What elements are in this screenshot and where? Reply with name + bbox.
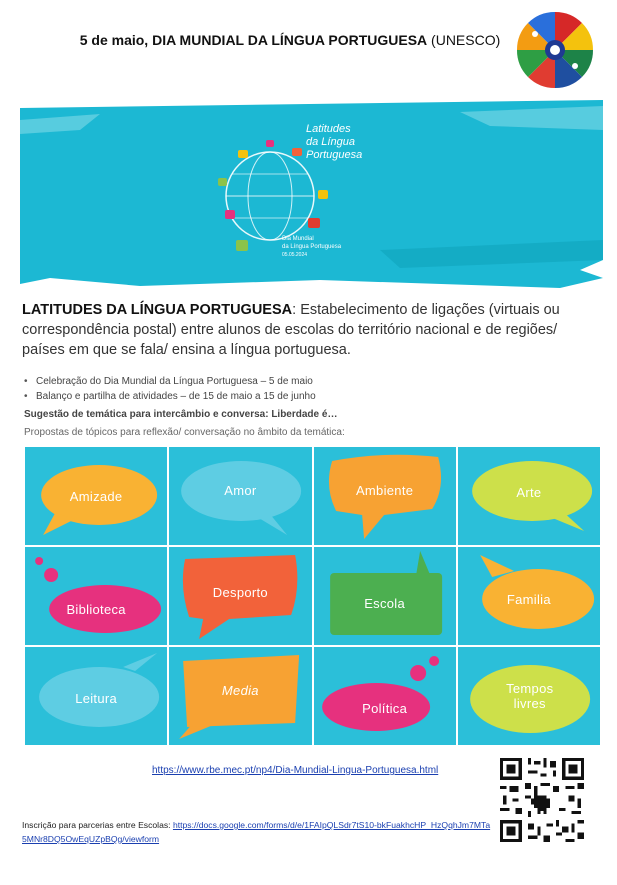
topic-amor [169,447,311,545]
list-item: • Celebração do Dia Mundial da Língua Portuguesa – 5 de maio [24,374,584,389]
intro-bold: LATITUDES DA LÍNGUA PORTUGUESA [22,302,293,318]
banner-title-2: da Língua [306,136,355,148]
topic-arte [458,447,600,545]
banner-sub-2: da Língua Portuguesa [282,244,342,250]
bullet-list [24,374,584,404]
page-title [60,32,520,48]
topic-desporto [169,547,311,645]
topic-leitura [25,647,167,745]
topic-label: Amor [224,483,257,498]
topic-tempos-livres [458,647,600,745]
intro-rest: : Estabelecimento de ligações (virtuais ou correspondência postal) entre alunos de escolas do território nacional e de regiões/ países em que se fala/ ensina a língua portuguesa. [22,302,560,358]
inscricao-link[interactable]: https://docs.google.com/forms/d/e/1FAIpQLSdr7tS10-bkFuakhcHP_HzQqhJm7MTa5MNr8DQ5OwEqUZpBQg/viewform [22,820,491,844]
topic-familia [458,547,600,645]
thought-bubble-icon [25,547,167,645]
proposals-text: Propostas de tópicos para reflexão/ conversação no âmbito da temática: [24,427,345,438]
inscricao-label: Inscrição para parcerias entre Escolas: [22,820,173,830]
page-title-bold: 5 de maio, DIA MUNDIAL DA LÍNGUA PORTUGUESA [79,32,428,48]
topic-label: Escola [364,596,406,611]
banner-date: 05.05.2024 [282,252,308,258]
page-title-rest: (UNESCO) [427,32,501,48]
topic-politica [314,647,456,745]
topic-biblioteca [25,547,167,645]
topic-label: Media [221,683,259,698]
topic-label: Arte [516,485,542,500]
topic-label: Leitura [75,691,118,706]
topic-ambiente [314,447,456,545]
flags-circle-icon [515,10,595,90]
topics-grid [25,447,600,745]
rbe-link[interactable]: https://www.rbe.mec.pt/np4/Dia-Mundial-Lingua-Portuguesa.html [152,765,439,776]
thought-bubble-icon [314,647,456,745]
event-banner [20,100,603,288]
banner-sub-1: Dia Mundial [282,236,314,242]
topic-label: Biblioteca [66,602,126,617]
topic-amizade [25,447,167,545]
topic-escola [314,547,456,645]
topic-label: Política [362,701,408,716]
suggestion-heading: Sugestão de temática para intercâmbio e conversa: Liberdade é… [24,409,338,420]
banner-title-1: Latitudes [306,123,351,135]
qr-code-icon[interactable] [497,755,587,845]
topic-label: Desporto [212,585,268,600]
topic-media [169,647,311,745]
topic-label: Tempos livres [506,681,554,711]
topic-label: Ambiente [355,483,414,498]
banner-title-3: Portuguesa [306,149,363,161]
intro-paragraph [22,300,597,360]
topic-label: Familia [506,592,551,607]
list-item: • Balanço e partilha de atividades – de 15 de maio a 15 de junho [24,389,584,404]
inscricao-text [22,818,492,846]
topic-label: Amizade [69,489,123,504]
